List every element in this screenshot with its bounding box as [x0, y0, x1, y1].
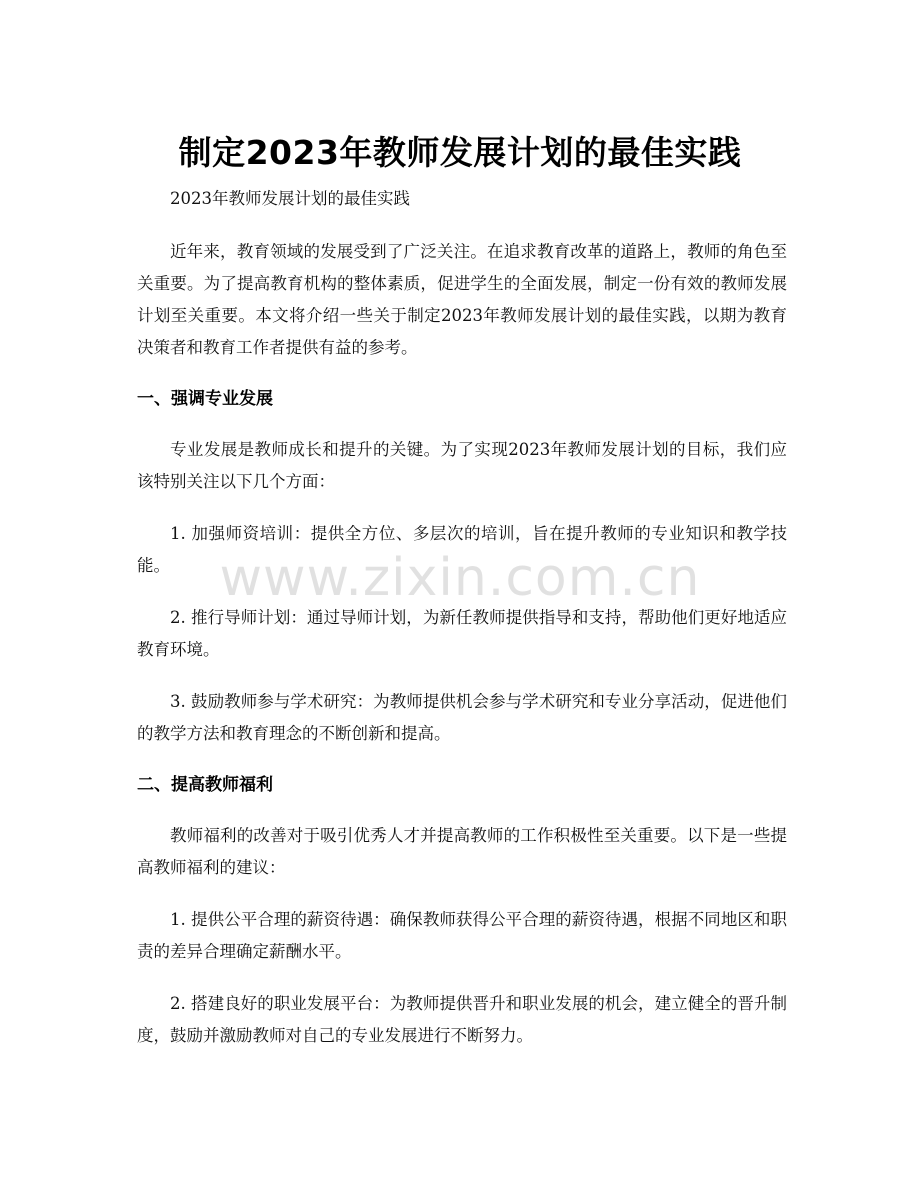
list-item: 2. 推行导师计划：通过导师计划，为新任教师提供指导和支持，帮助他们更好地适应教育环境。 — [137, 608, 787, 659]
list-item: 2. 搭建良好的职业发展平台：为教师提供晋升和职业发展的机会，建立健全的晋升制度，鼓励并激励教师对自己的专业发展进行不断努力。 — [137, 994, 787, 1045]
watermark-text: www.zixin.com.cn — [219, 548, 701, 608]
section-heading: 一、强调专业发展 — [137, 389, 273, 409]
page-title: 制定2023年教师发展计划的最佳实践 — [178, 133, 742, 173]
list-item: 1. 加强师资培训：提供全方位、多层次的培训，旨在提升教师的专业知识和教学技能。 — [137, 524, 787, 575]
document-subtitle: 2023年教师发展计划的最佳实践 — [170, 189, 410, 208]
list-item: 3. 鼓励教师参与学术研究：为教师提供机会参与学术研究和专业分享活动，促进他们的教学方法和教育理念的不断创新和提高。 — [137, 692, 787, 743]
intro-paragraph: 近年来，教育领域的发展受到了广泛关注。在追求教育改革的道路上，教师的角色至关重要。为了提高教育机构的整体素质，促进学生的全面发展，制定一份有效的教师发展计划至关重要。本文将介绍一些关于制定2023年教师发展计划的最佳实践，以期为教育决策者和教育工作者提供有益的参考。 — [137, 242, 787, 357]
section-lead: 专业发展是教师成长和提升的关键。为了实现2023年教师发展计划的目标，我们应该特别关注以下几个方面： — [137, 440, 787, 491]
list-item: 1. 提供公平合理的薪资待遇：确保教师获得公平合理的薪资待遇，根据不同地区和职责的差异合理确定薪酬水平。 — [137, 910, 787, 961]
section-lead: 教师福利的改善对于吸引优秀人才并提高教师的工作积极性至关重要。以下是一些提高教师福利的建议： — [137, 826, 787, 877]
document-body — [137, 183, 787, 1072]
section-heading: 二、提高教师福利 — [137, 775, 273, 795]
